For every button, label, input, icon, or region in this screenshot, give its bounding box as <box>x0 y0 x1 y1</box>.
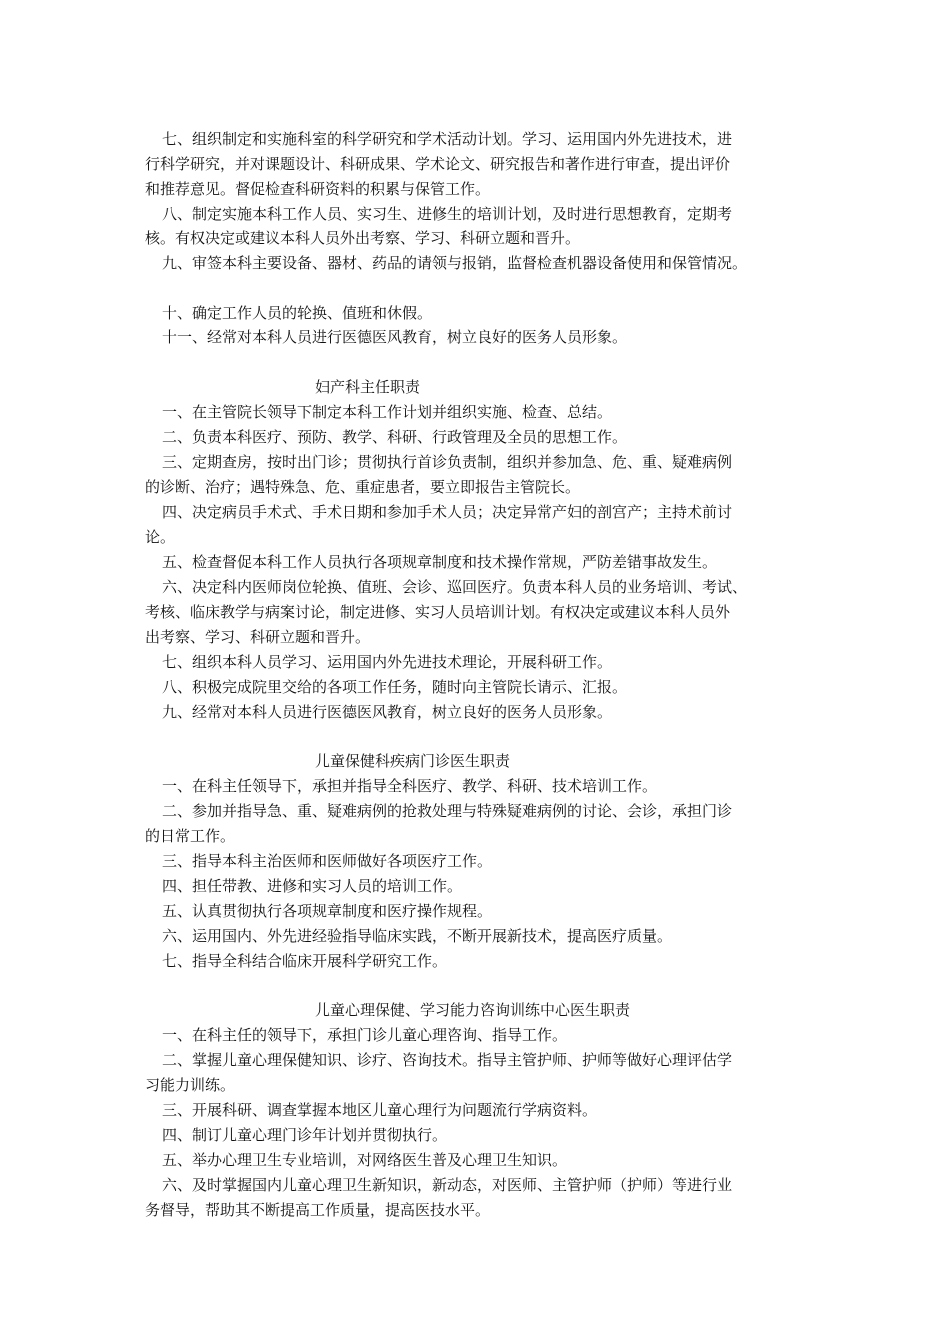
paragraph-line: 二、负责本科医疗、预防、教学、科研、行政管理及全员的思想工作。 <box>162 428 628 446</box>
paragraph-line: 六、运用国内、外先进经验指导临床实践，不断开展新技术，提高医疗质量。 <box>162 927 673 945</box>
paragraph-line: 四、担任带教、进修和实习人员的培训工作。 <box>162 877 463 895</box>
paragraph-line: 五、检查督促本科工作人员执行各项规章制度和技术操作常规，严防差错事故发生。 <box>162 553 718 571</box>
paragraph-line: 八、制定实施本科工作人员、实习生、进修生的培训计划，及时进行思想教育，定期考 <box>162 205 733 223</box>
paragraph-line: 九、审签本科主要设备、器材、药品的请领与报销，监督检查机器设备使用和保管情况。 <box>162 254 748 272</box>
section-title: 妇产科主任职责 <box>315 378 421 396</box>
paragraph-line: 考核、临床教学与病案讨论，制定进修、实习人员培训计划。有权决定或建议本科人员外 <box>145 603 731 621</box>
paragraph-line: 习能力训练。 <box>145 1076 236 1094</box>
paragraph-line: 七、组织制定和实施科室的科学研究和学术活动计划。学习、运用国内外先进技术，进 <box>162 130 733 148</box>
paragraph-line: 论。 <box>145 528 176 546</box>
paragraph-line: 四、决定病员手术式、手术日期和参加手术人员；决定异常产妇的剖宫产；主持术前讨 <box>162 503 733 521</box>
paragraph-line: 二、参加并指导急、重、疑难病例的抢救处理与特殊疑难病例的讨论、会诊，承担门诊 <box>162 802 733 820</box>
paragraph-line: 十、确定工作人员的轮换、值班和休假。 <box>162 304 433 322</box>
paragraph-line: 九、经常对本科人员进行医德医风教育，树立良好的医务人员形象。 <box>162 703 613 721</box>
paragraph-line: 七、指导全科结合临床开展科学研究工作。 <box>162 952 448 970</box>
paragraph-line: 十一、经常对本科人员进行医德医风教育，树立良好的医务人员形象。 <box>162 328 628 346</box>
paragraph-line: 五、认真贯彻执行各项规章制度和医疗操作规程。 <box>162 902 493 920</box>
paragraph-line: 的日常工作。 <box>145 827 236 845</box>
paragraph-line: 三、开展科研、调查掌握本地区儿童心理行为问题流行学病资料。 <box>162 1101 598 1119</box>
paragraph-line: 核。有权决定或建议本科人员外出考察、学习、科研立题和晋升。 <box>145 229 581 247</box>
paragraph-line: 六、决定科内医师岗位轮换、值班、会诊、巡回医疗。负责本科人员的业务培训、考试、 <box>162 578 748 596</box>
paragraph-line: 出考察、学习、科研立题和晋升。 <box>145 628 371 646</box>
paragraph-line: 的诊断、治疗；遇特殊急、危、重症患者，要立即报告主管院长。 <box>145 478 581 496</box>
paragraph-line: 五、举办心理卫生专业培训，对网络医生普及心理卫生知识。 <box>162 1151 568 1169</box>
paragraph-line: 和推荐意见。督促检查科研资料的积累与保管工作。 <box>145 180 491 198</box>
paragraph-line: 一、在科主任领导下，承担并指导全科医疗、教学、科研、技术培训工作。 <box>162 777 658 795</box>
paragraph-line: 务督导，帮助其不断提高工作质量，提高医技水平。 <box>145 1201 491 1219</box>
paragraph-line: 一、在科主任的领导下，承担门诊儿童心理咨询、指导工作。 <box>162 1026 568 1044</box>
paragraph-line: 一、在主管院长领导下制定本科工作计划并组织实施、检查、总结。 <box>162 403 613 421</box>
paragraph-line: 行科学研究，并对课题设计、科研成果、学术论文、研究报告和著作进行审查，提出评价 <box>145 155 731 173</box>
paragraph-line: 六、及时掌握国内儿童心理卫生新知识，新动态，对医师、主管护师（护师）等进行业 <box>162 1176 733 1194</box>
paragraph-line: 三、定期查房，按时出门诊；贯彻执行首诊负责制，组织并参加急、危、重、疑难病例 <box>162 453 733 471</box>
section-title: 儿童保健科疾病门诊医生职责 <box>315 752 511 770</box>
paragraph-line: 七、组织本科人员学习、运用国内外先进技术理论，开展科研工作。 <box>162 653 613 671</box>
paragraph-line: 三、指导本科主治医师和医师做好各项医疗工作。 <box>162 852 493 870</box>
paragraph-line: 八、积极完成院里交给的各项工作任务，随时向主管院长请示、汇报。 <box>162 678 628 696</box>
section-title: 儿童心理保健、学习能力咨询训练中心医生职责 <box>315 1001 631 1019</box>
paragraph-line: 四、制订儿童心理门诊年计划并贯彻执行。 <box>162 1126 448 1144</box>
paragraph-line: 二、掌握儿童心理保健知识、诊疗、咨询技术。指导主管护师、护师等做好心理评估学 <box>162 1051 733 1069</box>
